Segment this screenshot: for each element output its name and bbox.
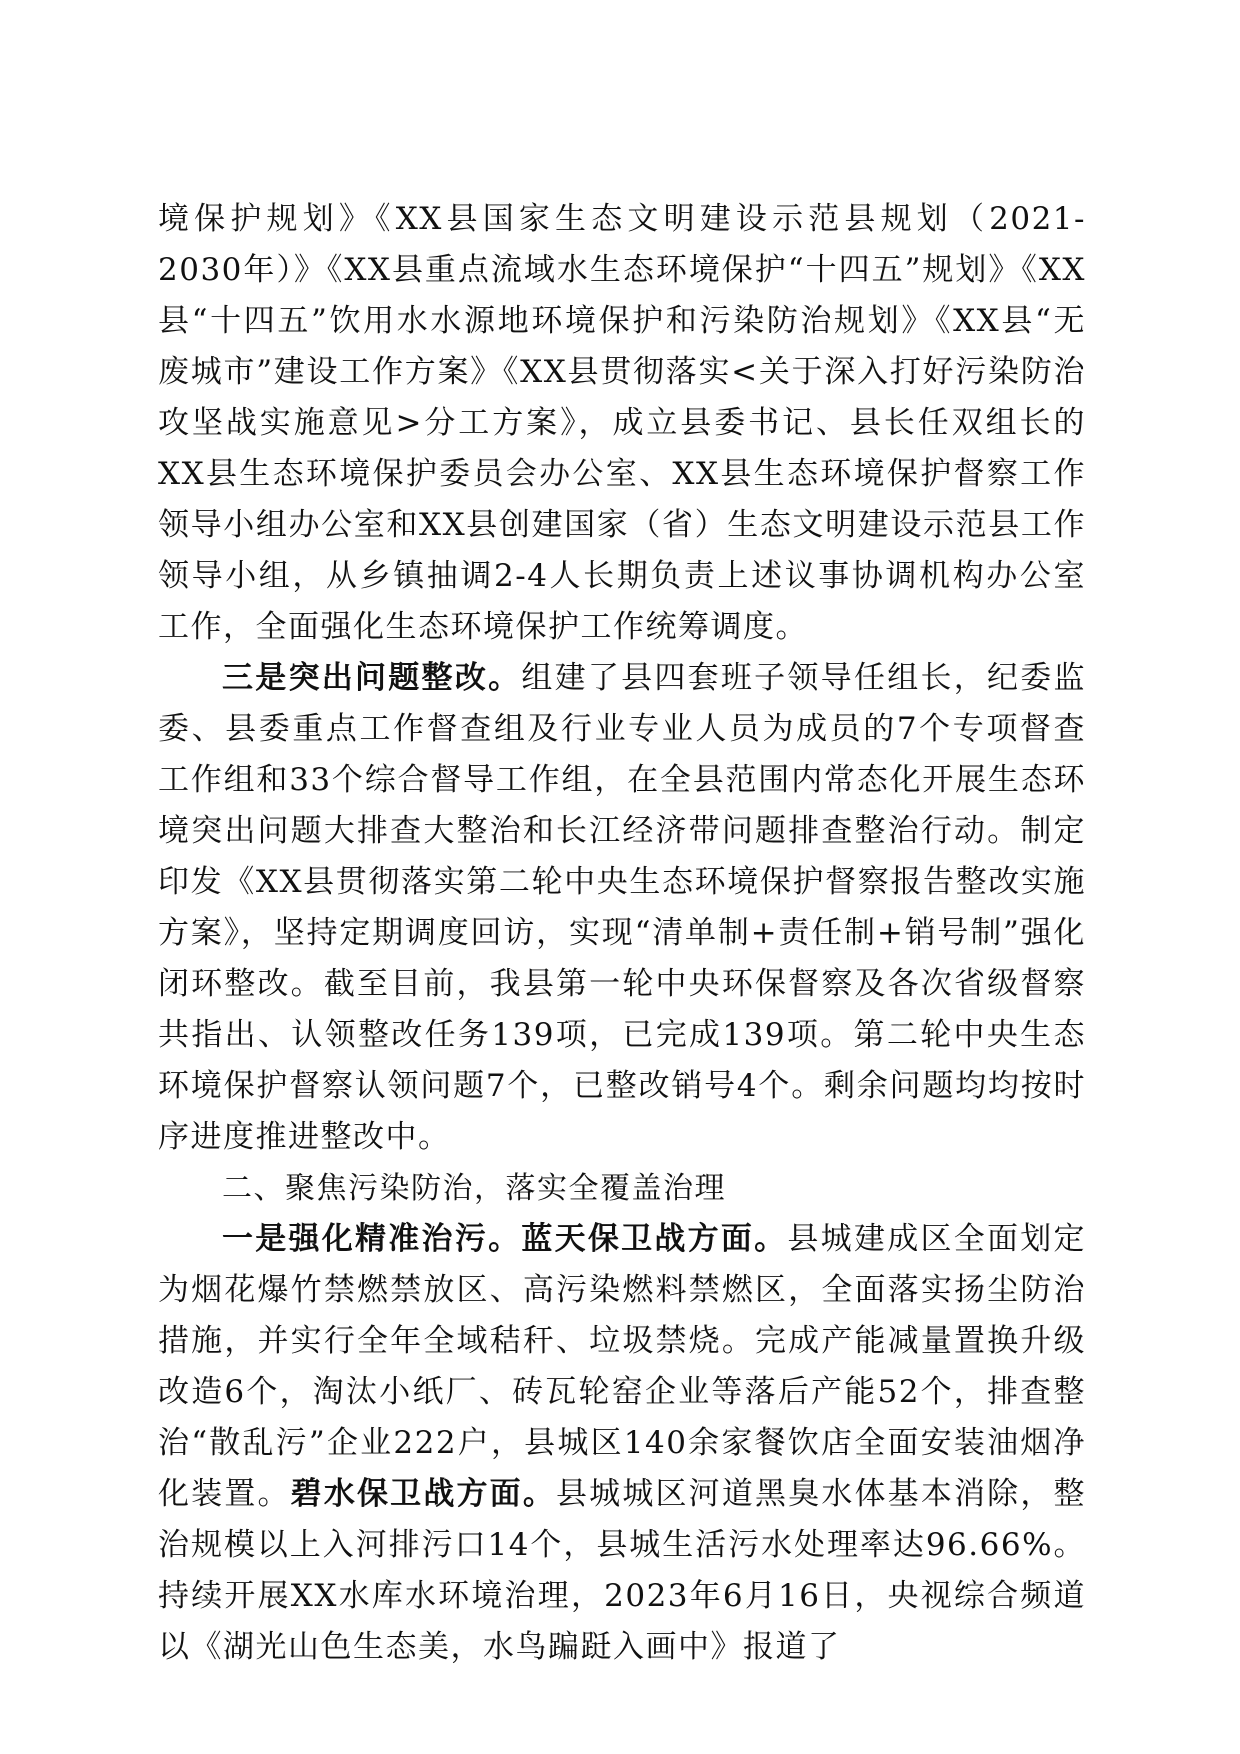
document-page bbox=[158, 194, 1086, 1673]
paragraph-text: 境保护规划》《XX县国家生态文明建设示范县规划（2021-2030年）》《XX县重点流域水生态环境保护“十四五”规划》《XX县“十四五”饮用水水源地环境保护和污染防治规划》《XX县“无废城市”建设工作方案》《XX县贯彻落实<关于深入打好污染防治攻坚战实施意见>分工方案》，成立县委书记、县长任双组长的XX县生态环境保护委员会办公室、XX县生态环境保护督察工作领导小组办公室和XX县创建国家（省）生态文明建设示范县工作领导小组，从乡镇抽调2-4人长期负责上述议事协调机构办公室工作，全面强化生态环境保护工作统筹调度。 bbox=[158, 201, 1086, 645]
section-heading: 二、聚焦污染防治，落实全覆盖治理 bbox=[222, 1171, 726, 1206]
paragraph-rectification bbox=[158, 653, 1086, 1163]
paragraph-text: 组建了县四套班子领导任组长，纪委监委、县委重点工作督查组及行业专业人员为成员的7个专项督查工作组和33个综合督导工作组，在全县范围内常态化开展生态环境突出问题大排查大整治和长江经济带问题排查整治行动。制定印发《XX县贯彻落实第二轮中央生态环境保护督察报告整改实施方案》，坚持定期调度回访，实现“清单制+责任制+销号制”强化闭环整改。截至目前，我县第一轮中央环保督察及各次省级督察共指出、认领整改任务139项，已完成139项。第二轮中央生态环境保护督察认领问题7个，已整改销号4个。剩余问题均均按时序进度推进整改中。 bbox=[158, 660, 1087, 1155]
paragraph-lead-secondary: 碧水保卫战方面。 bbox=[290, 1476, 557, 1512]
paragraph-continued bbox=[158, 194, 1086, 653]
paragraph-text: 县城建成区全面划定为烟花爆竹禁燃禁放区、高污染燃料禁燃区，全面落实扬尘防治措施，并实行全年全域秸秆、垃圾禁烧。完成产能减量置换升级改造6个，淘汰小纸厂、砖瓦轮窑企业等落后产能52个，排查整治“散乱污”企业222户，县城区140余家餐饮店全面安装油烟净化装置。 bbox=[158, 1221, 1087, 1512]
paragraph-lead: 一是强化精准治污。蓝天保卫战方面。 bbox=[222, 1221, 788, 1257]
paragraph-lead: 三是突出问题整改。 bbox=[222, 660, 522, 696]
paragraph-pollution-control bbox=[158, 1214, 1086, 1673]
paragraph-text-secondary: 县城城区河道黑臭水体基本消除，整治规模以上入河排污口14个，县城生活污水处理率达96.66%。持续开展XX水库水环境治理，2023年6月16日，央视综合频道以《湖光山色生态美，水鸟蹁跹入画中》报道了 bbox=[158, 1476, 1087, 1665]
